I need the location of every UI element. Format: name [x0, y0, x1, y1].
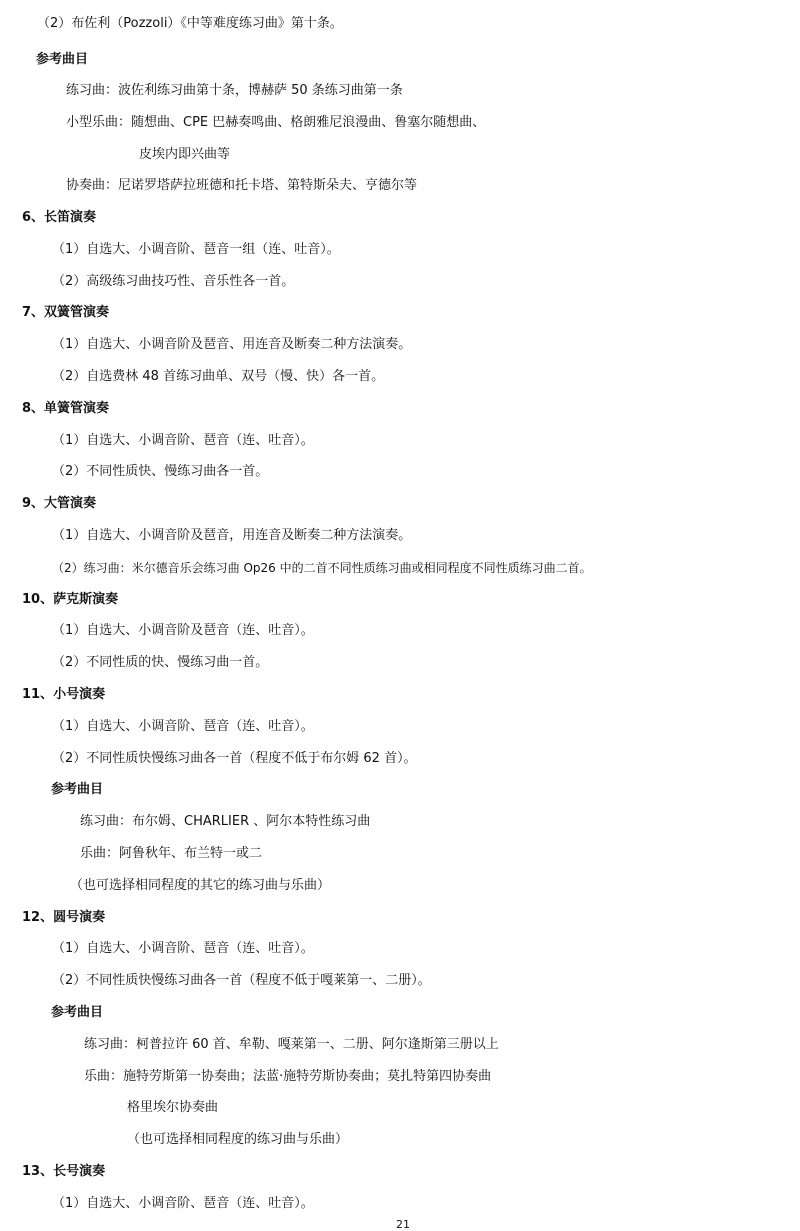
text-line: （1）自选大、小调音阶、琶音（连、吐音）。 [52, 433, 314, 448]
section-heading: 参考曲目 [51, 1005, 104, 1020]
text-line: 练习曲：布尔姆、CHARLIER 、阿尔本特性练习曲 [80, 814, 371, 829]
section-heading: 12、圆号演奏 [22, 910, 106, 925]
text-line: （1）自选大、小调音阶及琶音、用连音及断奏二种方法演奏。 [52, 337, 412, 352]
text-line: （2）自选费林 48 首练习曲单、双号（慢、快）各一首。 [52, 369, 385, 384]
page-number: 21 [396, 1218, 410, 1231]
text-line: 练习曲：波佐利练习曲第十条，博赫萨 50 条练习曲第一条 [66, 83, 403, 98]
section-heading: 9、大管演奏 [22, 496, 97, 511]
text-line: （2）不同性质快、慢练习曲各一首。 [52, 464, 269, 479]
section-heading: 参考曲目 [36, 52, 89, 67]
section-heading: 10、萨克斯演奏 [22, 592, 119, 607]
text-line: （2）高级练习曲技巧性、音乐性各一首。 [52, 274, 295, 289]
text-line: （2）不同性质快慢练习曲各一首（程度不低于嘎莱第一、二册）。 [52, 973, 431, 988]
text-line: （2）练习曲：米尔德音乐会练习曲 Op26 中的二首不同性质练习曲或相同程度不同性质练习曲二首。 [52, 561, 592, 575]
section-heading: 参考曲目 [51, 782, 104, 797]
text-line: （1）自选大、小调音阶、琶音（连、吐音）。 [52, 941, 314, 956]
text-line: 小型乐曲：随想曲、CPE 巴赫奏鸣曲、格朗雅尼浪漫曲、鲁塞尔随想曲、 [66, 115, 486, 130]
text-line: （2）不同性质的快、慢练习曲一首。 [52, 655, 269, 670]
text-line: 练习曲：柯普拉许 60 首、牟勒、嘎莱第一、二册、阿尔逢斯第三册以上 [84, 1037, 499, 1052]
text-line: （也可选择相同程度的练习曲与乐曲） [127, 1132, 349, 1147]
text-line: （2）布佐利（Pozzoli）《中等难度练习曲》第十条。 [37, 16, 343, 31]
text-line: （1）自选大、小调音阶、琶音（连、吐音）。 [52, 719, 314, 734]
text-line: 乐曲：施特劳斯第一协奏曲；法蓝·施特劳斯协奏曲；莫扎特第四协奏曲 [84, 1069, 492, 1084]
text-line: （1）自选大、小调音阶、琶音一组（连、吐音）。 [52, 242, 340, 257]
text-line: （也可选择相同程度的其它的练习曲与乐曲） [70, 878, 331, 893]
text-line: （1）自选大、小调音阶及琶音（连、吐音）。 [52, 623, 314, 638]
text-line: （2）不同性质快慢练习曲各一首（程度不低于布尔姆 62 首）。 [52, 751, 417, 766]
text-line: 格里埃尔协奏曲 [127, 1100, 219, 1115]
section-heading: 7、双簧管演奏 [22, 305, 110, 320]
text-line: （1）自选大、小调音阶及琶音，用连音及断奏二种方法演奏。 [52, 528, 412, 543]
text-line: 皮埃内即兴曲等 [139, 147, 231, 162]
text-line: 协奏曲：尼诺罗塔萨拉班德和托卡塔、第特斯朵夫、亨德尔等 [66, 178, 418, 193]
section-heading: 13、长号演奏 [22, 1164, 106, 1179]
text-line: 乐曲：阿鲁秋年、布兰特一或二 [80, 846, 263, 861]
section-heading: 8、单簧管演奏 [22, 401, 110, 416]
text-line: （1）自选大、小调音阶、琶音（连、吐音）。 [52, 1196, 314, 1211]
section-heading: 11、小号演奏 [22, 687, 106, 702]
section-heading: 6、长笛演奏 [22, 210, 97, 225]
